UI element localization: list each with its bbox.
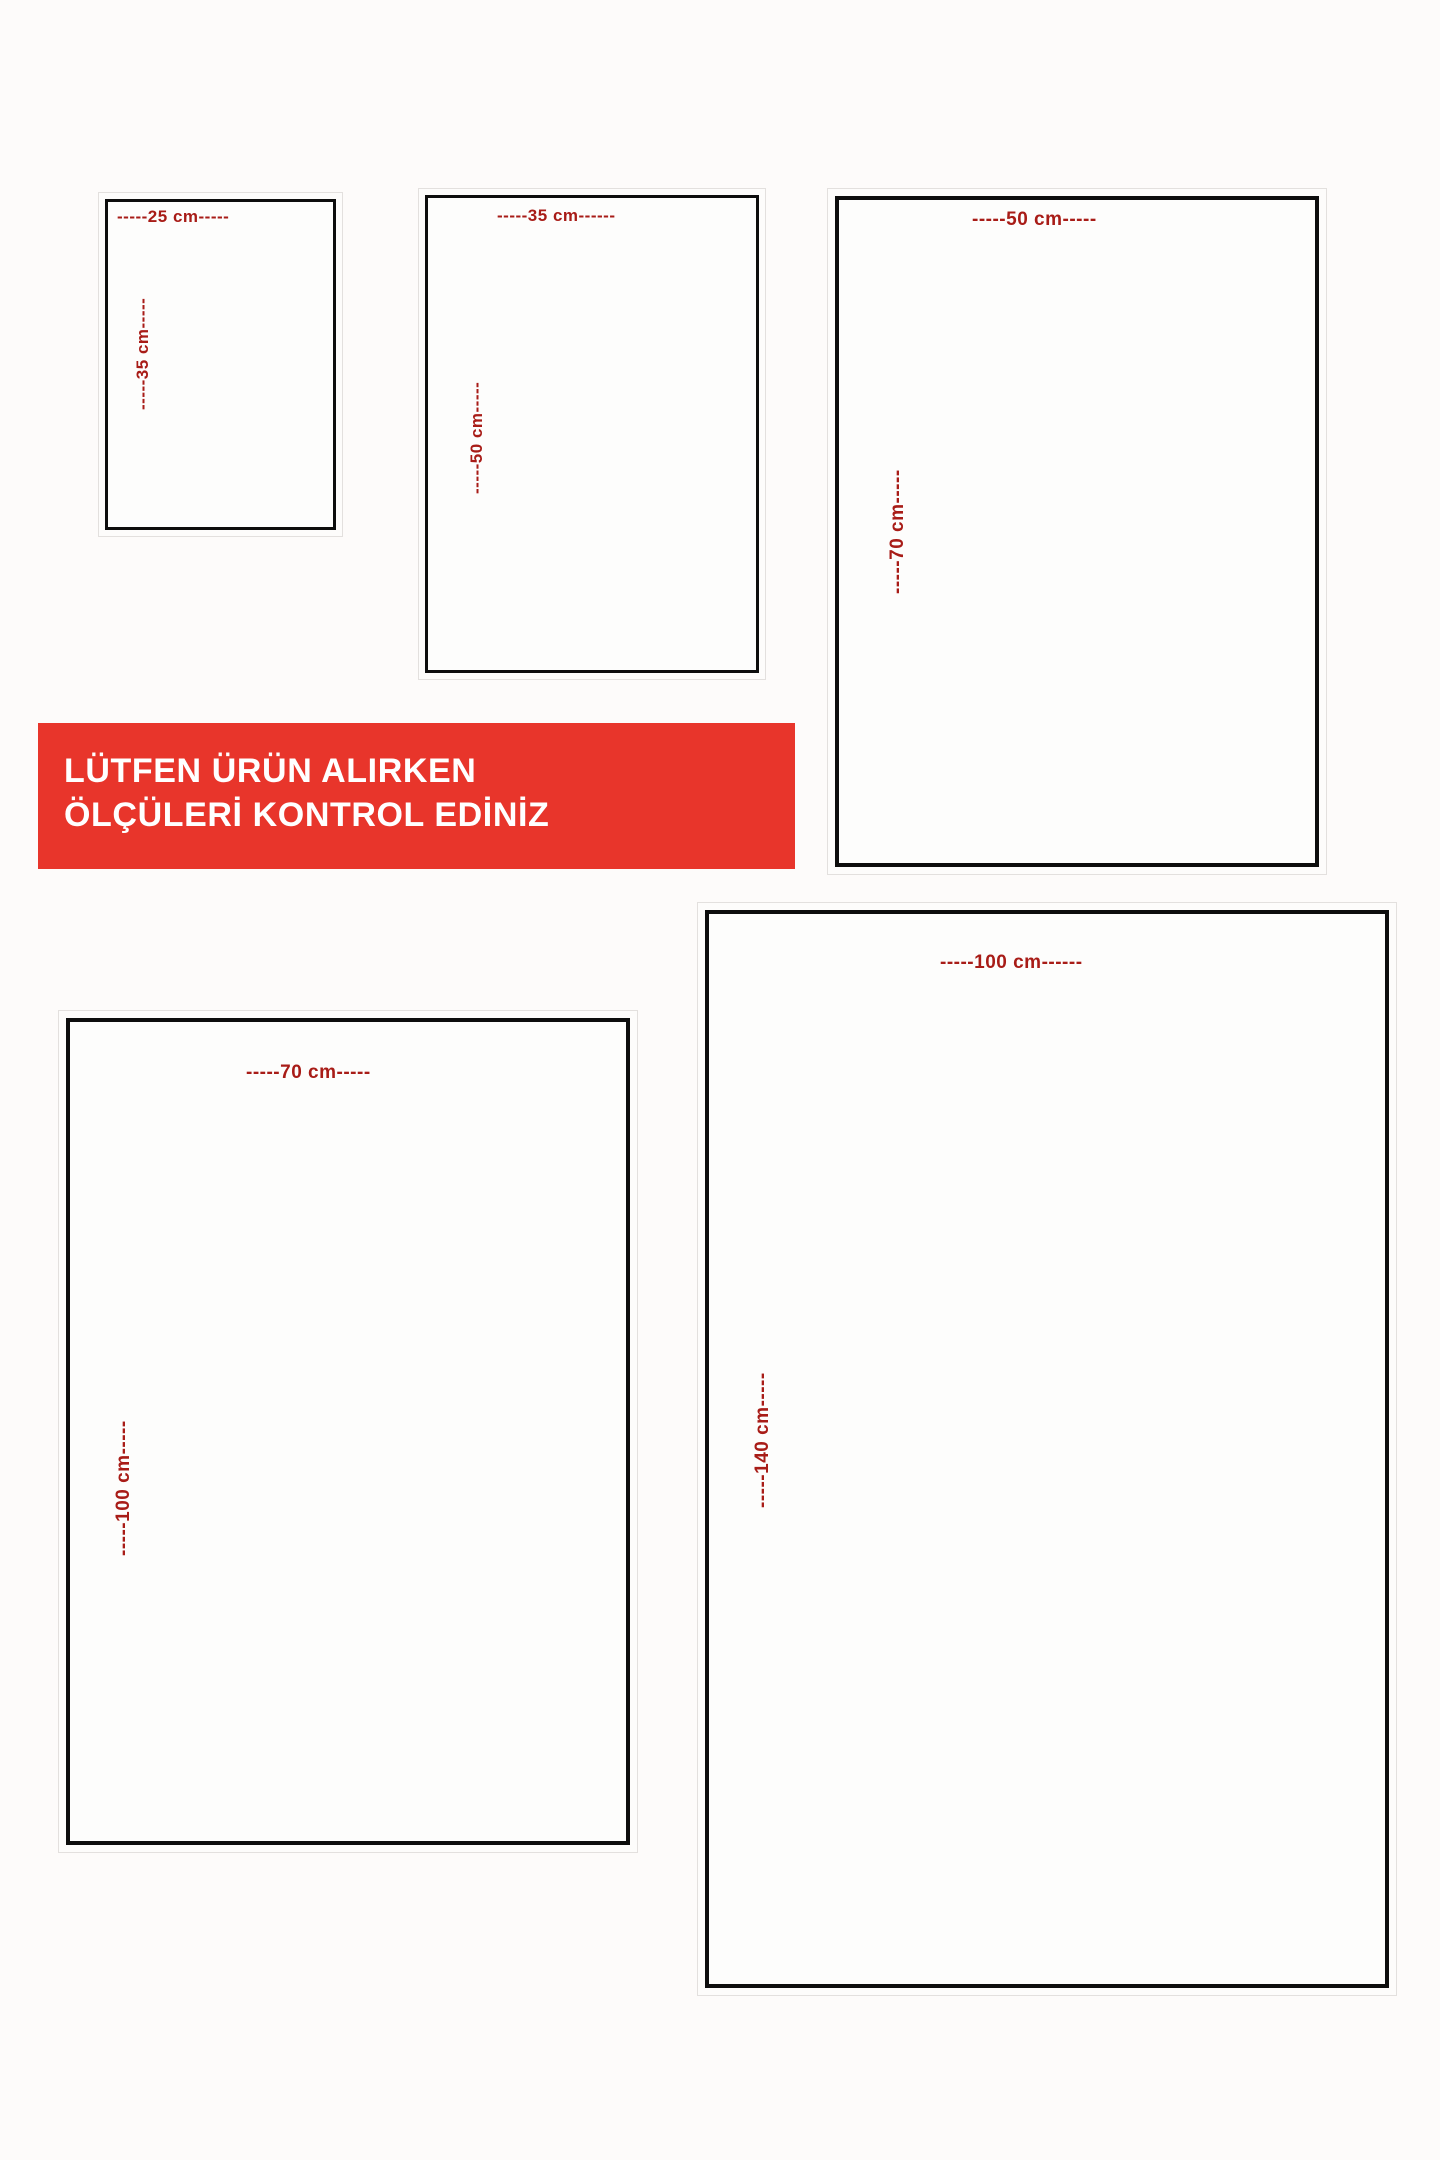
dim-70cm-height: -----70 cm----- bbox=[887, 469, 908, 594]
dim-35cm-width: -----35 cm------ bbox=[497, 206, 616, 225]
frame-100x140-mat bbox=[705, 910, 1389, 1988]
dim-50cm-width: -----50 cm----- bbox=[972, 209, 1097, 230]
dim-70cm-width: -----70 cm----- bbox=[246, 1062, 371, 1083]
warning-banner-line-2: ÖLÇÜLERİ KONTROL EDİNİZ bbox=[64, 796, 550, 834]
dim-100cm-height: -----100 cm----- bbox=[113, 1420, 134, 1556]
dim-140cm-height: -----140 cm----- bbox=[752, 1372, 773, 1508]
dim-35cm-height: -----35 cm----- bbox=[133, 297, 152, 410]
dim-50cm-height: -----50 cm----- bbox=[467, 381, 486, 494]
frame-70x100-mat bbox=[66, 1018, 630, 1845]
dim-25cm-width: -----25 cm----- bbox=[117, 207, 230, 226]
frame-70x100 bbox=[58, 1010, 638, 1853]
dim-100cm-width: -----100 cm------ bbox=[940, 952, 1083, 973]
frame-100x140 bbox=[697, 902, 1397, 1996]
warning-banner bbox=[38, 723, 795, 869]
warning-banner-line-1: LÜTFEN ÜRÜN ALIRKEN bbox=[64, 752, 477, 791]
